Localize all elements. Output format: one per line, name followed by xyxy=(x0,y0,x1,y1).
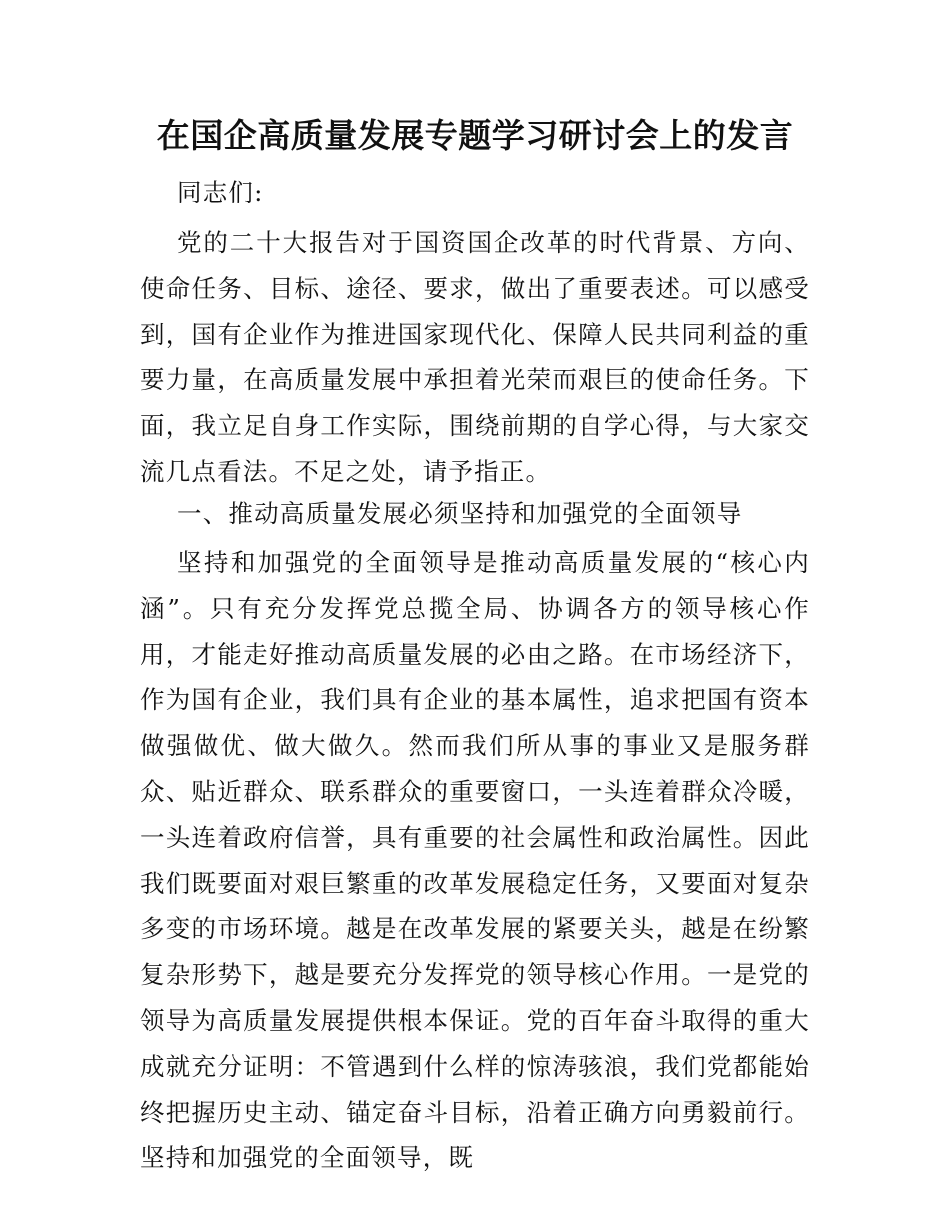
salutation: 同志们: xyxy=(177,178,264,207)
document-title: 在国企高质量发展专题学习研讨会上的发言 xyxy=(156,116,794,155)
section-heading-1: 一、推动高质量发展必须坚持和加强党的全面领导 xyxy=(177,499,743,528)
paragraph-section-1: 坚持和加强党的全面领导是推动高质量发展的“核心内涵”。只有充分发挥党总揽全局、协调各方的领导核心作用，才能走好推动高质量发展的必由之路。在市场经济下，作为国有企业，我们具有企业的基本属性，追求把国有资本做强做优、做大做久。然而我们所从事的事业又是服务群众、贴近群众、联系群众的重要窗口，一头连着群众冷暖，一头连着政府信誉，具有重要的社会属性和政治属性。因此我们既要面对艰巨繁重的改革发展稳定任务，又要面对复杂多变的市场环境。越是在改革发展的紧要关头，越是在纷繁复杂形势下，越是要充分发挥党的领导核心作用。一是党的领导为高质量发展提供根本保证。党的百年奋斗取得的重大成就充分证明：不管遇到什么样的惊涛骇浪，我们党都能始终把握历史主动、锚定奋斗目标，沿着正确方向勇毅前行。坚持和加强党的全面领导，既 xyxy=(140,548,810,1173)
paragraph-intro: 党的二十大报告对于国资国企改革的时代背景、方向、使命任务、目标、途径、要求，做出了重要表述。可以感受到，国有企业作为推进国家现代化、保障人民共同利益的重要力量，在高质量发展中承担着光荣而艰巨的使命任务。下面，我立足自身工作实际，围绕前期的自学心得，与大家交流几点看法。不足之处，请予指正。 xyxy=(140,228,810,486)
